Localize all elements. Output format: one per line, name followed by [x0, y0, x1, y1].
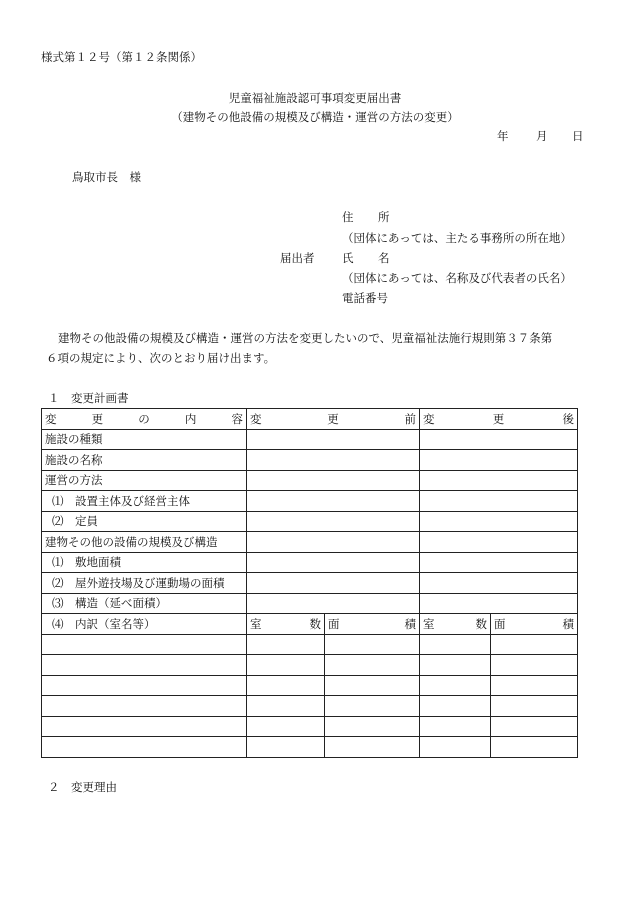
- table-row: [42, 634, 578, 655]
- body-text-line-2: ６項の規定により、次のとおり届け出ます。: [46, 351, 276, 365]
- section-2-title: ２ 変更理由: [48, 780, 117, 794]
- after-cell[interactable]: [420, 573, 578, 594]
- subheader-char: 積: [404, 616, 416, 631]
- row-label-operation-method: 運営の方法: [42, 470, 247, 491]
- row-label-playground-area: ⑵ 屋外遊技場及び運動場の面積: [42, 573, 247, 594]
- name-label-1: 氏: [342, 251, 354, 265]
- room-area-after-cell[interactable]: [491, 696, 578, 717]
- header-before-char: 更: [327, 411, 339, 426]
- header-content: [42, 409, 247, 430]
- room-name-cell[interactable]: [42, 716, 247, 737]
- subheader-char: 面: [328, 616, 340, 631]
- subheader-rooms-before: [247, 614, 325, 635]
- table-row: [42, 552, 578, 573]
- room-area-after-cell[interactable]: [491, 634, 578, 655]
- date-month: 月: [536, 129, 548, 143]
- room-area-after-cell[interactable]: [491, 716, 578, 737]
- table-row: [42, 573, 578, 594]
- table-row: [42, 655, 578, 676]
- room-name-cell[interactable]: [42, 655, 247, 676]
- after-cell[interactable]: [420, 491, 578, 512]
- room-area-before-cell[interactable]: [325, 634, 420, 655]
- row-label-operator: ⑴ 設置主体及び経営主体: [42, 491, 247, 512]
- room-name-cell[interactable]: [42, 737, 247, 758]
- section-1-title: １ 変更計画書: [48, 391, 129, 405]
- subheader-area-before: [325, 614, 420, 635]
- room-count-after-cell[interactable]: [420, 716, 491, 737]
- subheader-area-after: [491, 614, 578, 635]
- body-text-line-1: 建物その他設備の規模及び構造・運営の方法を変更したいので、児童福祉法施行規則第３７条第: [58, 331, 553, 345]
- row-label-site-area: ⑴ 敷地面積: [42, 552, 247, 573]
- before-cell[interactable]: [247, 511, 420, 532]
- change-plan-table: [41, 408, 578, 758]
- after-cell[interactable]: [420, 593, 578, 614]
- after-cell[interactable]: [420, 450, 578, 471]
- date-day: 日: [572, 129, 584, 143]
- row-label-facility-type: 施設の種類: [42, 429, 247, 450]
- table-row: [42, 450, 578, 471]
- room-count-before-cell[interactable]: [247, 737, 325, 758]
- notifier-label: 届出者: [280, 251, 315, 265]
- row-label-structure: ⑶ 構造（延べ面積）: [42, 593, 247, 614]
- after-cell[interactable]: [420, 429, 578, 450]
- name-note: （団体にあっては、名称及び代表者の氏名）: [342, 271, 572, 285]
- before-cell[interactable]: [247, 573, 420, 594]
- header-content-char: 更: [91, 411, 104, 426]
- table-row: [42, 491, 578, 512]
- subheader-char: 数: [309, 616, 321, 631]
- before-cell[interactable]: [247, 470, 420, 491]
- name-label-2: 名: [378, 251, 390, 265]
- room-count-before-cell[interactable]: [247, 675, 325, 696]
- address-label-2: 所: [378, 210, 390, 224]
- address-label-1: 住: [342, 210, 354, 224]
- header-after-char: 更: [492, 411, 505, 426]
- table-row: [42, 511, 578, 532]
- before-cell[interactable]: [247, 429, 420, 450]
- header-before-char: 変: [250, 411, 262, 426]
- table-row: [42, 737, 578, 758]
- room-count-before-cell[interactable]: [247, 634, 325, 655]
- room-count-before-cell[interactable]: [247, 716, 325, 737]
- after-cell[interactable]: [420, 532, 578, 553]
- row-label-building: 建物その他の設備の規模及び構造: [42, 532, 247, 553]
- room-area-after-cell[interactable]: [491, 737, 578, 758]
- table-row: [42, 716, 578, 737]
- before-cell[interactable]: [247, 532, 420, 553]
- table-header-row: [42, 409, 578, 430]
- after-cell[interactable]: [420, 511, 578, 532]
- header-after: [420, 409, 578, 430]
- subheader-char: 面: [494, 616, 506, 631]
- header-before: [247, 409, 420, 430]
- before-cell[interactable]: [247, 491, 420, 512]
- before-cell[interactable]: [247, 552, 420, 573]
- room-count-after-cell[interactable]: [420, 655, 491, 676]
- table-row: [42, 675, 578, 696]
- table-row: [42, 614, 578, 635]
- table-row: [42, 429, 578, 450]
- table-row: [42, 470, 578, 491]
- row-label-facility-name: 施設の名称: [42, 450, 247, 471]
- room-area-before-cell[interactable]: [325, 716, 420, 737]
- subheader-char: 室: [250, 616, 262, 631]
- phone-label: 電話番号: [342, 291, 388, 305]
- row-label-capacity: ⑵ 定員: [42, 511, 247, 532]
- room-area-after-cell[interactable]: [491, 675, 578, 696]
- table-row: [42, 593, 578, 614]
- header-content-char: 変: [45, 411, 57, 426]
- room-name-cell[interactable]: [42, 634, 247, 655]
- room-count-after-cell[interactable]: [420, 696, 491, 717]
- row-label-breakdown: ⑷ 内訳（室名等）: [42, 614, 247, 635]
- room-count-before-cell[interactable]: [247, 655, 325, 676]
- table-row: [42, 532, 578, 553]
- before-cell[interactable]: [247, 450, 420, 471]
- header-before-char: 前: [404, 411, 416, 426]
- header-content-char: の: [138, 411, 150, 426]
- room-area-before-cell[interactable]: [325, 675, 420, 696]
- address-note: （団体にあっては、主たる事務所の所在地）: [342, 231, 572, 245]
- before-cell[interactable]: [247, 593, 420, 614]
- header-after-char: 後: [562, 411, 574, 426]
- room-count-after-cell[interactable]: [420, 634, 491, 655]
- room-count-after-cell[interactable]: [420, 737, 491, 758]
- after-cell[interactable]: [420, 552, 578, 573]
- subheader-char: 積: [562, 616, 574, 631]
- document-subtitle: （建物その他設備の規模及び構造・運営の方法の変更）: [171, 110, 459, 124]
- date-year: 年: [497, 129, 509, 143]
- addressee: 鳥取市長 様: [72, 170, 141, 184]
- room-area-before-cell[interactable]: [325, 737, 420, 758]
- subheader-char: 室: [423, 616, 435, 631]
- header-content-char: 内: [184, 411, 197, 426]
- form-number: 様式第１２号（第１２条関係）: [41, 50, 202, 64]
- document-title: 児童福祉施設認可事項変更届出書: [228, 91, 402, 105]
- room-area-before-cell[interactable]: [325, 696, 420, 717]
- subheader-rooms-after: [420, 614, 491, 635]
- room-count-after-cell[interactable]: [420, 675, 491, 696]
- after-cell[interactable]: [420, 470, 578, 491]
- subheader-char: 数: [475, 616, 487, 631]
- header-content-char: 容: [231, 411, 243, 426]
- room-name-cell[interactable]: [42, 675, 247, 696]
- room-area-after-cell[interactable]: [491, 655, 578, 676]
- room-count-before-cell[interactable]: [247, 696, 325, 717]
- room-name-cell[interactable]: [42, 696, 247, 717]
- table-row: [42, 696, 578, 717]
- header-after-char: 変: [423, 411, 435, 426]
- room-area-before-cell[interactable]: [325, 655, 420, 676]
